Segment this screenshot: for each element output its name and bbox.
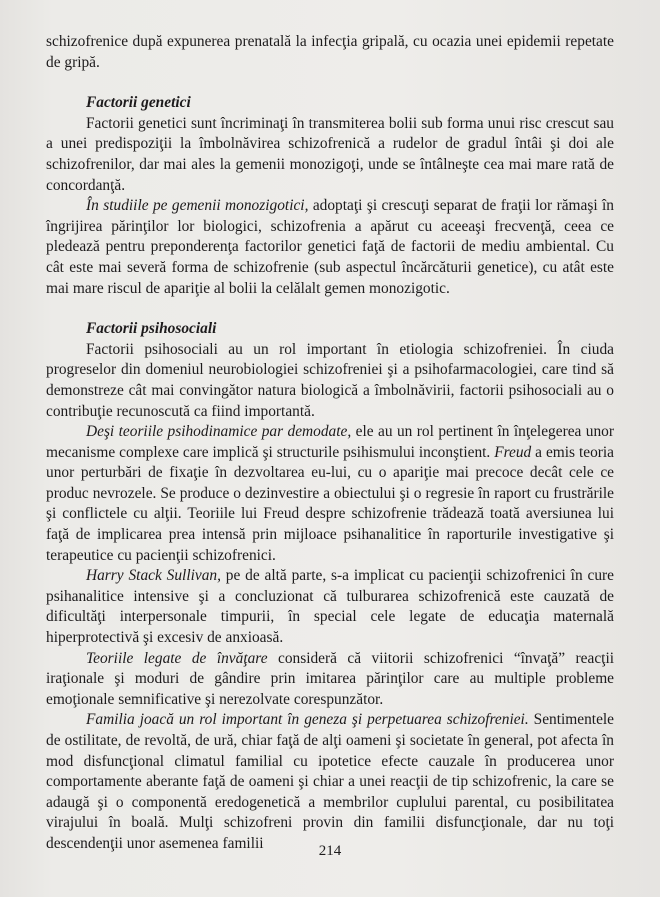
italic-lead: Teoriile legate de învăţare: [86, 649, 268, 667]
paragraph-text: Sentimentele de ostilitate, de revoltă, de ură, chiar faţă de alţi oameni şi societate în general, pot afecta în mod disfuncţional climatul familial cu ipotetice efecte cauzale în producerea unor comportamente aberante faţă de oameni şi chiar a unei reacţii de tip schizofrenic, la care se adaugă şi o componentă eredogenetică a membrilor cuplului parental, cu posibilitatea virajului în boală. Mulţi schizofreni provin din familii disfuncţionale, dar nu toţi descendenţii unor asemenea familii: [46, 711, 615, 852]
page-body: [46, 32, 614, 855]
italic-name: Freud: [494, 443, 532, 461]
paragraph: Factorii psihosociali au un rol important în etiologia schizofreniei. În ciuda progreselor din domeniul neurobiologiei schizofreniei şi a psihofarmacologiei, care tind să demonstreze cât mai convingător natura biologică a îmbolnăvirii, factorii psihosociali au o contribuţie recunoscută ca fiind importantă.: [46, 340, 614, 420]
opening-paragraph: schizofrenice după expunerea prenatală la infecţia gripală, cu ocazia unei epidemii repetate de gripă.: [46, 33, 614, 71]
paragraph-text: a emis teoria unor perturbări de fixaţie în dezvoltarea eu-lui, cu o apariţie mai precoce decât cele ce produc nevrozele. Se produce o dezinvestire a obiectului şi o regresie în raport cu frustrările şi conflictele cu alţii. Teoriile lui Freud despre schizofrenie trădează toată aversiunea lui faţă de implicarea prea intensă prin mijloace psihanalitice în raporturile investigative şi terapeutice cu pacienţii schizofrenici.: [46, 443, 614, 564]
section-heading-psychosocial: Factorii psihosociali: [86, 320, 217, 338]
section-heading-genetic: Factorii genetici: [86, 94, 191, 112]
paragraph: [46, 649, 614, 711]
paragraph-text: pe de altă parte, s-a implicat cu pacienţii schizofrenici în cure psihanalitice intensive şi a concluzionat că tulburarea schizofrenică este cauzată de dificultăţi interpersonale timpurii, în special cele legate de educaţia maternală hiperprotectivă şi excesiv de anxioasă.: [46, 567, 614, 647]
paragraph-text: ele au un rol pertinent în înţelegerea unor mecanisme complexe care implică şi structurile psihismului inconştient.: [46, 423, 614, 461]
paragraph: [46, 422, 614, 566]
paragraph: [46, 566, 614, 648]
italic-lead: Familia joacă un rol important în geneza şi perpetuarea schizofreniei.: [86, 711, 529, 729]
italic-lead: În studiile pe gemenii monozigotici,: [86, 197, 309, 215]
italic-lead: Deşi teoriile psihodinamice par demodate,: [86, 423, 352, 441]
page-number: 214: [318, 843, 342, 859]
paragraph-text: adoptaţi şi crescuţi separat de fraţii lor rămaşi în îngrijirea părinţilor lor biologici, schizofrenia a apărut cu aceeaşi frecvenţă, ceea ce pledează pentru preponderenţa factorilor genetici faţă de factorii de mediu ambiental. Cu cât este mai severă forma de schizofrenie (sub aspectul încărcăturii genetice), cu atât este mai mare riscul de apariţie al bolii la celălalt gemen monozigotic.: [46, 197, 614, 297]
paragraph: [46, 710, 614, 854]
italic-lead: Harry Stack Sullivan,: [86, 567, 221, 585]
paragraph-text: consideră că viitorii schizofrenici “învaţă” reacţii iraţionale şi moduri de gândire prin imitarea părinţilor care au multiple probleme emoţionale semnificative şi nerezolvate corespunzător.: [46, 649, 614, 708]
paragraph: [46, 196, 614, 299]
paragraph: Factorii genetici sunt încriminaţi în transmiterea bolii sub forma unui risc crescut sau a unei predispoziţii la îmbolnăvirea schizofrenică a rudelor de gradul întâi şi doi ale schizofrenilor, dar mai ales la gemenii monozigoţi, unde se întâlneşte cea mai mare rată de concordanţă.: [46, 114, 614, 194]
